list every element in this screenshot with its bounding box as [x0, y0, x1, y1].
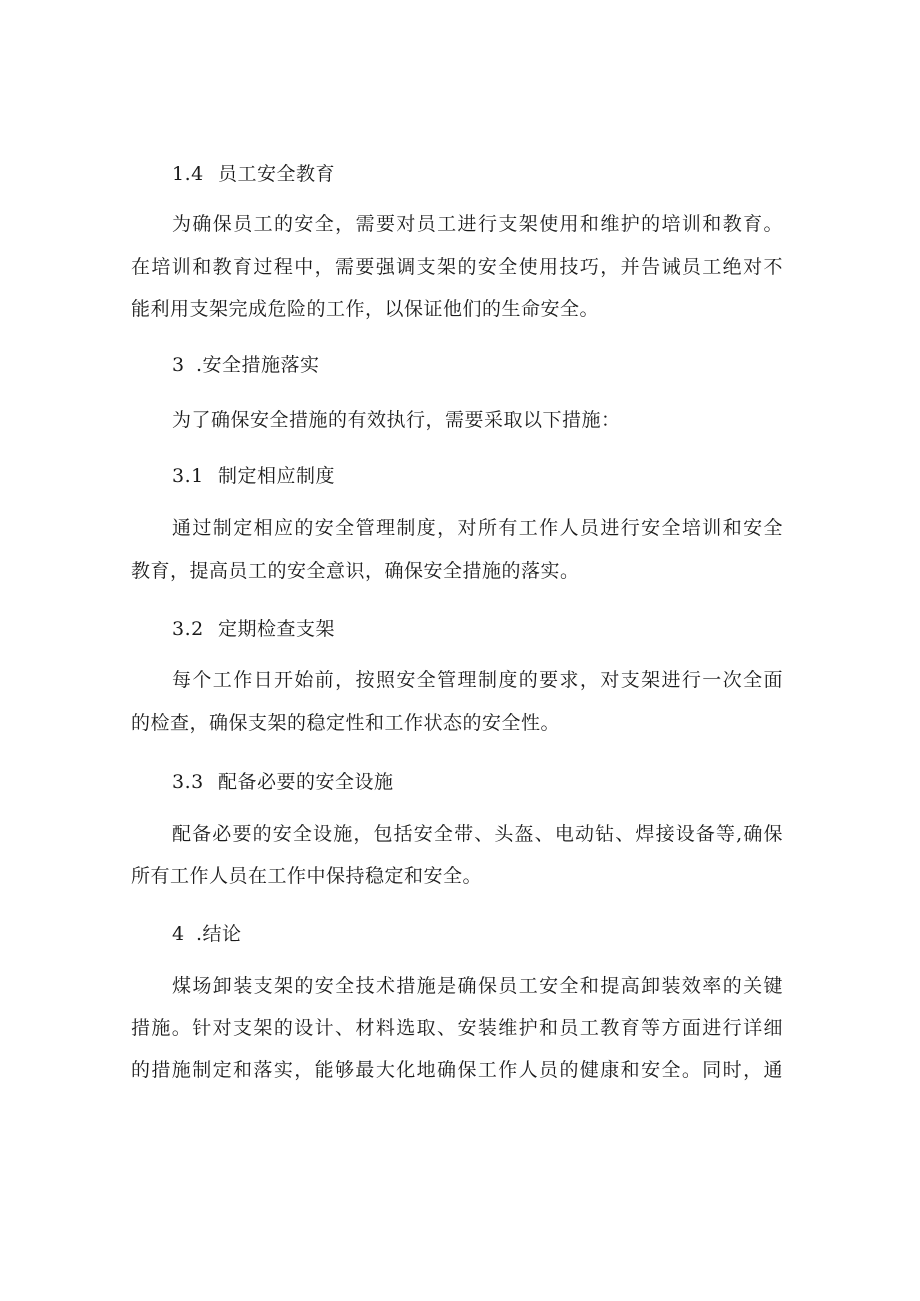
paragraph-line: 配备必要的安全设施，包括安全带、头盔、电动钻、焊接设备等,确保 [172, 823, 783, 845]
section-title: 员工安全教育 [218, 163, 336, 185]
section-number: 3 [172, 354, 185, 376]
section-number: 1.4 [172, 163, 204, 185]
section-heading-1-4 [172, 162, 335, 186]
section-heading-4 [172, 922, 242, 946]
section-heading-3-1 [172, 464, 335, 488]
paragraph-line: 措施。针对支架的设计、材料选取、安装维护和员工教育等方面进行详细 [131, 1017, 783, 1039]
paragraph-line: 所有工作人员在工作中保持稳定和安全。 [131, 865, 483, 887]
paragraph-line: 煤场卸装支架的安全技术措施是确保员工安全和提高卸装效率的关键 [172, 975, 783, 997]
section-title: 配备必要的安全设施 [218, 771, 394, 793]
section-title: 制定相应制度 [218, 465, 336, 487]
section-number: 3.1 [172, 465, 204, 487]
paragraph-line: 教育，提高员工的安全意识，确保安全措施的落实。 [131, 560, 580, 582]
section-number: 3.2 [172, 618, 204, 640]
section-title: .结论 [196, 923, 242, 945]
section-heading-3-3 [172, 770, 394, 794]
paragraph-line: 在培训和教育过程中，需要强调支架的安全使用技巧，并告诫员工绝对不 [131, 256, 783, 278]
paragraph-line: 每个工作日开始前，按照安全管理制度的要求，对支架进行一次全面 [172, 669, 783, 691]
paragraph-line: 为了确保安全措施的有效执行，需要采取以下措施： [172, 409, 621, 431]
section-heading-3-2 [172, 617, 335, 641]
paragraph-line: 能利用支架完成危险的工作，以保证他们的生命安全。 [131, 298, 600, 320]
section-title: 定期检查支架 [218, 618, 336, 640]
paragraph-line: 通过制定相应的安全管理制度，对所有工作人员进行安全培训和安全 [172, 517, 783, 539]
paragraph-line: 为确保员工的安全，需要对员工进行支架使用和维护的培训和教育。 [172, 213, 783, 235]
section-title: .安全措施落实 [196, 354, 320, 376]
paragraph-line: 的检查，确保支架的稳定性和工作状态的安全性。 [131, 712, 561, 734]
paragraph-line: 的措施制定和落实，能够最大化地确保工作人员的健康和安全。同时，通 [131, 1059, 783, 1081]
section-heading-3 [172, 353, 320, 377]
section-number: 3.3 [172, 771, 204, 793]
section-number: 4 [172, 923, 185, 945]
